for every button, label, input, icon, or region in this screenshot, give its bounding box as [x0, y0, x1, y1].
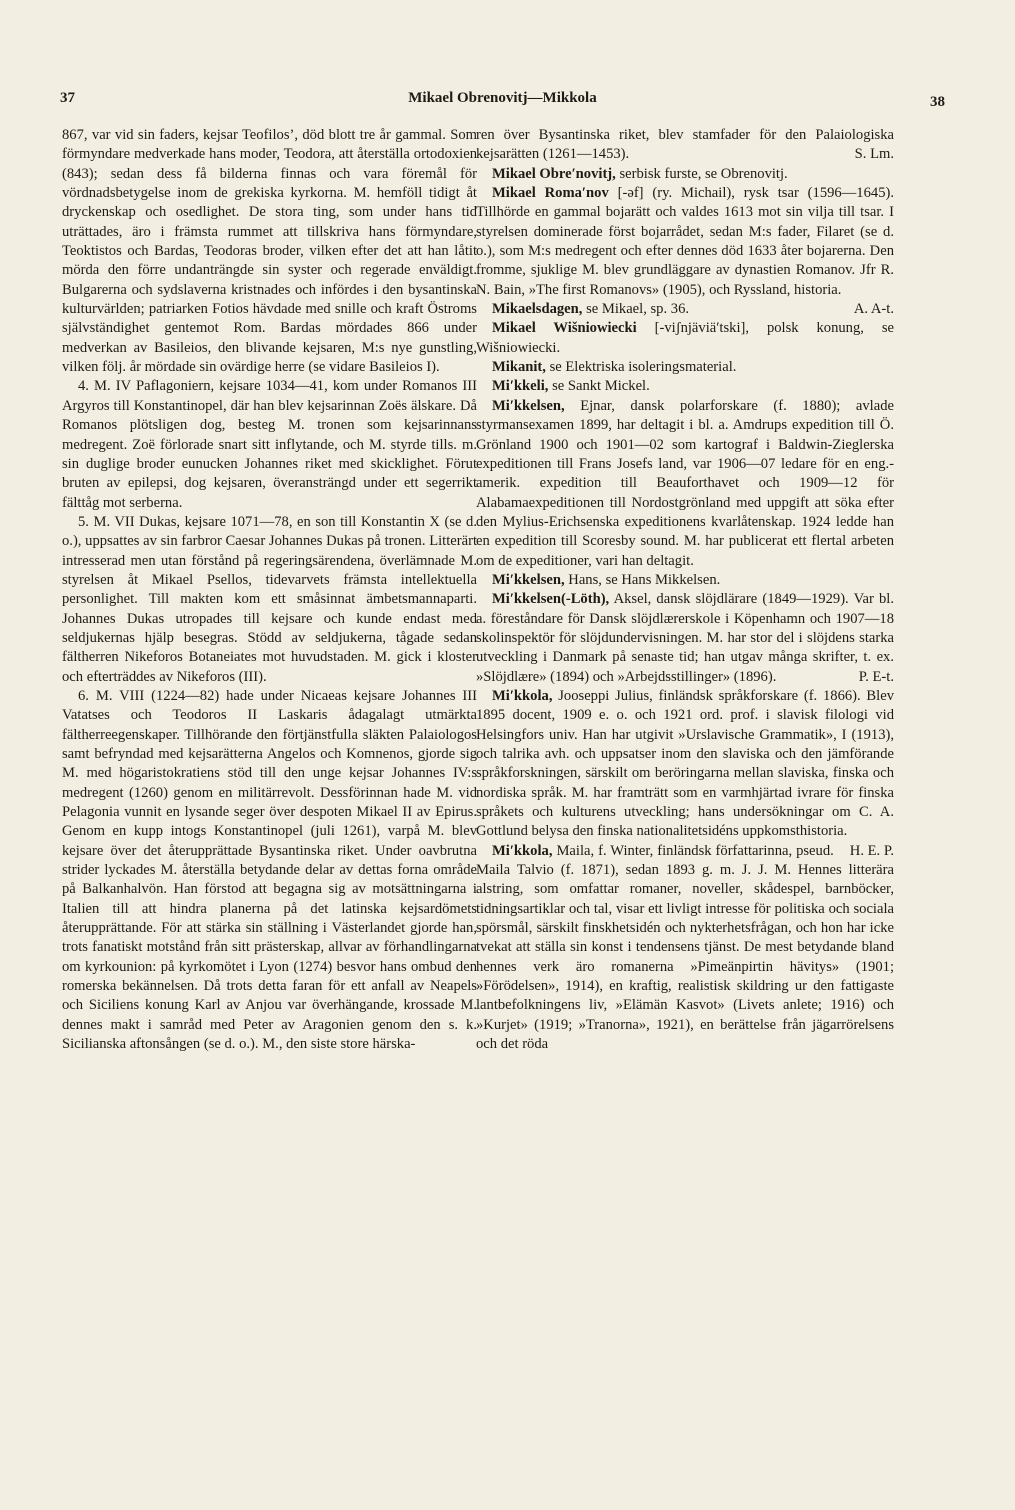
entry-body: ren över Bysantinska riket, blev stamfader för den Palaiologiska kejsarätten (1261—1453). — [476, 127, 894, 163]
entry-headword: Mi′kkola, — [492, 687, 553, 704]
entry-body: Ejnar, dansk polarforskare (f. 1880); avlade styrmansexamen 1899, har deltagit i bl. a. Amdrups expedition till Ö. Grönland 1900 och 1901—02 som kartograf i Baldwin-Zieglerska expeditionen till Frans Josefs land, var 1906—07 ledare för en eng.-amerik. expedition till Beauforthavet och 1909—12 för Alabamaexpeditionen till Nordostgrönland med uppgift att söka efter den Mylius-Erichsenska expeditionens kvarlåtenskap. 1924 ledde han en expedition till Scoresby sound. M. har publicerat ett flertal arbeten om de expeditioner, vari han deltagit. — [476, 397, 894, 569]
entry-body: se Mikael, sp. 36. — [586, 301, 690, 318]
entry — [476, 319, 894, 358]
author-signature: P. E-t. — [858, 668, 894, 685]
paragraph: 867, var vid sin faders, kejsar Teofilos’, död blott tre år gammal. Som förmyndare medverkade hans moder, Teodora, att återställa ortodoxien (843); sedan dess få bilderna finnas och vara föremål för vördnadsbetygelse inom de grekiska kyrkorna. M. hemföll tidigt åt dryckenskap och osedlighet. De stora ting, som under hans tid uträttades, äro i främsta rummet att tillskriva hans förmyndare, Teoktistos och Bardas, Teodoras broder, vilken efter det att han låtit mörda den förre undanträngde sin syster och regerade enväldigt. Bulgarerna och sydslaverna kristnades och infördes i den bysantinska kulturvärlden; patriarken Fotios hävdade med snille och kraft Östroms självständighet gentemot Rom. Bardas mördades 866 under medverkan av Basileios, den blivande kejsaren, M:s nye gunstling, vilken följ. år mördade sin ovärdige herre (se vidare Basileios I). — [62, 127, 477, 376]
entry-body: [-viʃnjäviä′tski], polsk konung, se Wišniowiecki. — [476, 320, 894, 356]
entry-headword: Mi′kkelsen(-Löth), — [492, 591, 610, 608]
entry — [476, 300, 894, 319]
entry-body: serbisk furste, se Obrenovitj. — [619, 165, 788, 182]
entry-headword: Mi′kkeli, — [492, 378, 549, 395]
entry-headword: Mikael Obre′novitj, — [492, 165, 616, 182]
entry — [476, 377, 894, 396]
entry-body: se Elektriska isoleringsmaterial. — [549, 359, 737, 376]
page-number-right: 38 — [930, 94, 945, 110]
entry-headword: Mikaelsdagen, — [492, 301, 583, 318]
entry-headword: Mi′kkelsen, — [492, 571, 565, 588]
page-title: Mikael Obrenovitj—Mikkola — [408, 90, 597, 106]
entry — [476, 397, 894, 571]
author-signature: H. E. P. — [849, 842, 894, 859]
entry-headword: Mikael Roma′nov — [492, 185, 609, 202]
entry-headword: Mi′kkola, — [492, 842, 553, 859]
author-signature: A. A-t. — [853, 301, 894, 318]
entry — [476, 571, 894, 590]
paragraph: 6. M. VIII (1224—82) hade under Nicaeas kejsare Johannes III Vatatses och Teodoros II Laskaris ådagalagt utmärkta fältherreegenskaper. Tillhörande den förtjänstfulla släkten Palaiologos samt befryndad med kejsarätterna Angelos och Komnenos, gjorde sig M. med högaristokratiens stöd till den unge kejsar Johannes IV:s medregent (1260) genom en militärrevolt. Dessförinnan hade M. vid Pelagonia vunnit en lysande seger över despoten Mikael II av Epirus. Genom en kupp intogs Konstantinopel (juli 1261), varpå M. blev kejsare över det återupprättade Bysantinska riket. Under oavbrutna strider lyckades M. återställa betydande delar av dettas forna område på Balkanhalvön. Han förstod att begagna sig av motsättningarna i Italien till att hindra planerna på det latinska kejsardömets återupprättande. För att stärka sin ställning i Västerlandet gjorde han, trots fanatiskt motstånd från sitt prästerskap, allvar av förhandlingarna om kyrkounion: på kyrkomötet i Lyon (1274) besvor hans ombud den romerska bekännelsen. Då trots detta faran för ett anfall av Neapels och Siciliens konung Karl av Anjou var överhängande, krossade M. dennes makt i samråd med Peter av Aragonien genom den s. k. Sicilianska aftonsången (se d. o.). M., den siste store härska- — [62, 687, 477, 1053]
entry-body: Aksel, dansk slöjdlärare (1849—1929). Var bl. a. föreståndare för Dansk slöjdlærerskole i Köpenhamn och 1907—18 skolinspektör för slöjdundervisningen. M. har stor del i slöjdens starka utveckling i Danmark på senaste tid; han utgav många skrifter, t. ex. »Slöjdlære» (1894) och »Arbejdsstillinger» (1896). — [476, 591, 894, 685]
paragraph: 4. M. IV Paflagoniern, kejsare 1034—41, kom under Romanos III Argyros till Konstantinopel, där han blev kejsarinnan Zoës älskare. Då Romanos plötsligen dog, besteg M. tronen som kejsarinnans medregent. Zoë förlorade snart sitt inflytande, och M. styrde tills. m. sin duglige broder eunucken Johannes riket med skicklighet. Förut bruten av epilepsi, dog kejsaren, överansträngd under ett segerrikt fälttåg mot serberna. — [62, 378, 477, 511]
entry-headword: Mikanit, — [492, 359, 546, 376]
entry-body: Jooseppi Julius, finländsk språkforskare (f. 1866). Blev 1895 docent, 1909 e. o. och 1921 ord. prof. i slavisk filologi vid Helsingfors univ. Han har utgivit »Urslavische Grammatik», I (1913), och talrika avh. och uppsatser inom den slaviska och den jämförande språkforskningen, särskilt om beröringarna mellan slaviska, finska och nordiska språk. M. har framträtt som en varmhjärtad ivrare för finska språkets och kulturens utveckling; hans undersökningar om C. A. Gottlund belysa den finska nationalitetsidéns uppkomsthistoria. — [476, 687, 894, 840]
entry — [476, 842, 894, 1055]
paragraph: 5. M. VII Dukas, kejsare 1071—78, en son till Konstantin X (se d. o.), uppsattes av sin farbror Caesar Johannes Dukas på tronen. Litterärt intresserad men utan förstånd på regeringsärendena, överlämnade M. styrelsen åt Mikael Psellos, tidevarvets främsta intellektuella personlighet. Till makten kom ett småsinnat ämbetsmannaparti. Johannes Dukas utropades till kejsare och kunde endast med seldjukernas hjälp besegras. Stödd av seldjukerna, tågade sedan fältherren Nikeforos Botaneiates mot huvudstaden. M. gick i kloster och efterträddes av Nikeforos (III). — [62, 513, 477, 685]
entry-headword: Mi′kkelsen, — [492, 397, 565, 414]
entry — [476, 126, 894, 165]
left-column — [62, 126, 477, 1471]
entry — [476, 165, 894, 184]
entry — [476, 358, 894, 377]
entry-headword: Mikael Wišniowiecki — [492, 320, 637, 337]
author-signature: S. Lm. — [854, 146, 894, 163]
running-header — [60, 90, 945, 114]
right-column — [476, 126, 894, 1471]
entry-body: Hans, se Hans Mikkelsen. — [568, 571, 721, 588]
entry-body: Maila, f. Winter, finländsk författarinna, pseud. Maila Talvio (f. 1871), sedan 1893 g. m. J. J. M. Hennes litterära alstring, som omfattar romaner, noveller, skådespel, barnböcker, tidningsartiklar och tal, visar ett livligt intresse för politiska och sociala spörsmål, särskilt finskhetsidén och nykterhetsfrågan, och hon har icke tvekat att ställa sin konst i tendensens tjänst. De mest betydande bland hennes verk äro romanerna »Pimeänpirtin hävitys» (1901; »Förödelsen», 1914), en kraftig, realistisk skildring ur den fattigaste lantbefolkningens liv, »Elämän Kasvot» (Livets anlete; 1916) och »Kurjet» (1919; »Tranorna», 1921), en berättelse från jägarrörelsens och det röda — [476, 842, 894, 1053]
page-number-left: 37 — [60, 90, 75, 106]
entry-body: [-əf] (ry. Michail), rysk tsar (1596—1645). Tillhörde en gammal bojarätt och valdes 1613 mot sin vilja till tsar. I styrelsen dominerade först bojarrådet, sedan M:s fader, Filaret (se d. o.), som M:s medregent och efter dennes död 1633 åter bojarerna. Den fromme, sjuklige M. blev grundläggare av dynastien Romanov. Jfr R. N. Bain, »The first Romanovs» (1905), och Ryssland, historia. — [476, 185, 894, 298]
entry — [476, 687, 894, 859]
entry — [476, 590, 894, 687]
entry-body: se Sankt Mickel. — [552, 378, 650, 395]
